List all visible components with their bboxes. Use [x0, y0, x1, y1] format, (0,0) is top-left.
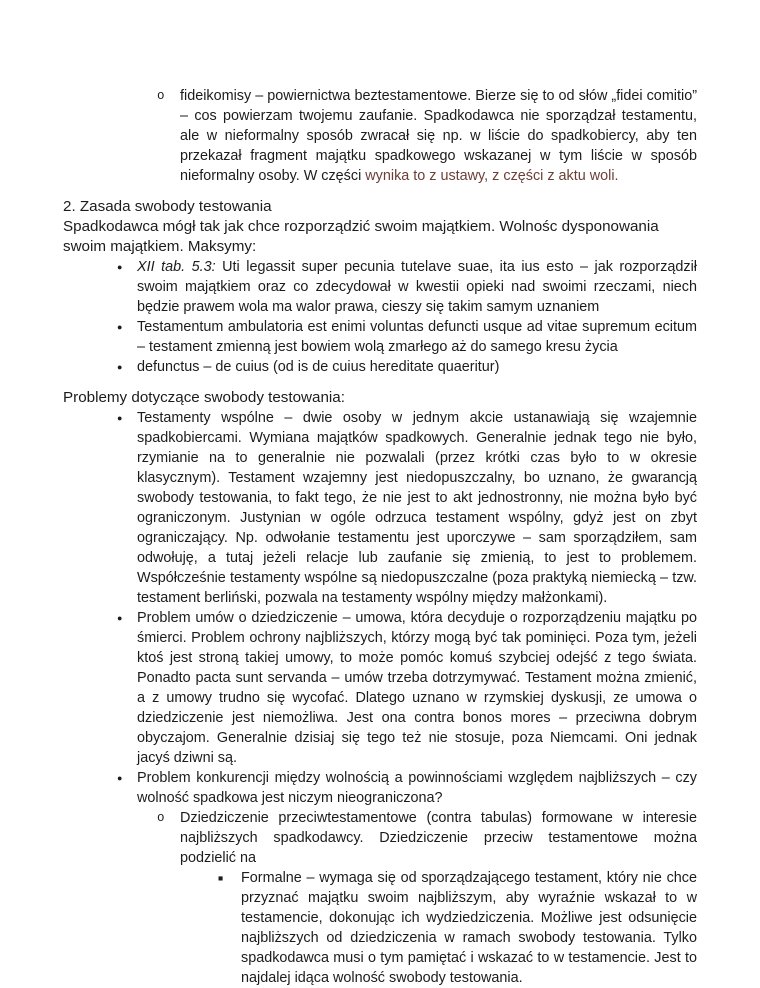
circle-bullet-marker: o	[157, 811, 165, 825]
list-item-problem-umow	[117, 608, 697, 768]
square-bullet-marker: ■	[218, 873, 224, 883]
list-item-text: Dziedziczenie przeciwtestamentowe (contra tabulas) formowane w interesie najbliższych spadkodawcy. Dziedziczenie przeciw testamentowe można podzielić na	[180, 810, 697, 866]
disc-bullet-marker: ●	[117, 613, 123, 623]
list-item-text: Problem umów o dziedziczenie – umowa, która decyduje o rozporządzeniu majątku po śmierci. Problem ochrony najbliższych, którzy mogą być tak pominięci. Poza tym, jeżeli ktoś jest stroną takiej umowy, to może pomóc komuś szybciej odejść z tego świata. Ponadto pacta sunt servanda – umów trzeba dotrzymywać. Testament można zmienić, a z umowy trudno się wycofać. Dlatego uznano w rzymskiej dyskusji, ze umowa o dziedziczenie jest niemożliwa. Jest ona contra bonos mores – przeciwna dobrym obyczajom. Generalnie dzisiaj się tego też nie stosuje, poza Niemcami. Oni jednak jacyś dziwni są.	[137, 610, 697, 766]
disc-bullet-marker: ●	[117, 322, 123, 332]
list-item-text: Problem konkurencji między wolnością a powinnościami względem najbliższych – czy wolność spadkowa jest niczym nieograniczona?	[137, 770, 697, 806]
list-item-text: Formalne – wymaga się od sporządzającego testament, który nie chce przyznać majątku swoim najbliższym, aby wyraźnie wskazał to w testamencie, dokonując ich wydziedziczenia. Możliwe jest odsunięcie najbliższych od dziedziczenia w ramach swobody testowania. Tylko spadkodawca musi o tym pamiętać i wskazać to w testamencie. Jest to najdalej idąca wolność swobody testowania.	[241, 870, 697, 986]
disc-bullet-marker: ●	[117, 413, 123, 423]
disc-bullet-marker: ●	[117, 262, 123, 272]
list-item-defunctus	[117, 357, 697, 377]
list-item-dziedziczenie-przeciwtestamentowe	[157, 808, 697, 868]
disc-bullet-marker: ●	[117, 362, 123, 372]
list-item-text	[137, 257, 697, 317]
list-item-formalne	[218, 868, 697, 988]
list-item-text: Testamentum ambulatoria est enimi voluntas defuncti usque ad vitae supremum ecitum – testament zmienną jest bowiem wolą zmarłego aż do samego kresu życia	[137, 319, 697, 355]
list-item-xii-tab	[117, 257, 697, 317]
circle-bullet-marker: o	[157, 89, 165, 103]
list-item-text	[180, 86, 697, 186]
list-item-problem-konkurencji	[117, 768, 697, 808]
xii-tab-text: Uti legassit super pecunia tutelave suae, ita ius esto – jak rozporządził swoim majątkiem oraz co zdecydował w kwestii opieki nad swoimi rzeczami, niech będzie prawem wola ma walor prawa, cieszy się takim samym uznaniem	[137, 259, 697, 315]
xii-tab-citation: XII tab. 5.3:	[137, 259, 216, 275]
list-item-fideikomisy	[157, 86, 697, 186]
red-highlight-text: wynika to z ustawy, z części z aktu woli.	[365, 168, 619, 184]
list-item-testamentum	[117, 317, 697, 357]
list-item-text: defunctus – de cuius (od is de cuius hereditate quaeritur)	[137, 359, 500, 375]
fideikomisy-text: fideikomisy – powiernictwa beztestamentowe. Bierze się to od słów „fidei comitio” – cos powierzam twojemu zaufanie. Spadkodawca nie sporządzał testamentu, ale w nieformalny sposób zwracał się np. w liście do spadkobiercy, aby ten przekazał fragment majątku spadkowego wskazanej w tym liście w sposób nieformalny osoby. W części	[180, 88, 697, 184]
list-item-text: Testamenty wspólne – dwie osoby w jednym akcie ustanawiają się wzajemnie spadkobiercami. Wymiana majątków spadkowych. Generalnie jednak tego nie było, rzymianie na to generalnie nie pozwalali (przez krótki czas było to w okresie klasycznym). Testament wzajemny jest niedopuszczalny, bo uznano, że gwarancją swobody testowania, to fakt tego, że nie jest to akt jednostronny, nie można było być ograniczonym. Justynian w ogóle odrzuca testament wspólny, gdyż jest on zbyt ograniczający. Np. odwołanie testamentu jest uporczywe – sam sporządziłem, sam odwołuję, a tutaj jeżeli relacje lub zaufanie się zmienią, to jest to problemem. Współcześnie testamenty wspólne są niedopuszczalne (poza praktyką niemiecką – tzw. testament berliński, pozwala na testamenty wspólny między małżonkami).	[137, 410, 697, 606]
disc-bullet-marker: ●	[117, 773, 123, 783]
section-intro-paragraph: Spadkodawca mógł tak jak chce rozporządzić swoim majątkiem. Wolnośc dysponowania swoim majątkiem. Maksymy:	[63, 218, 659, 255]
list-item-testamenty-wspolne	[117, 408, 697, 608]
section-heading-zasada: 2. Zasada swobody testowania	[63, 198, 272, 215]
section-heading-problemy: Problemy dotyczące swobody testowania:	[63, 389, 345, 406]
